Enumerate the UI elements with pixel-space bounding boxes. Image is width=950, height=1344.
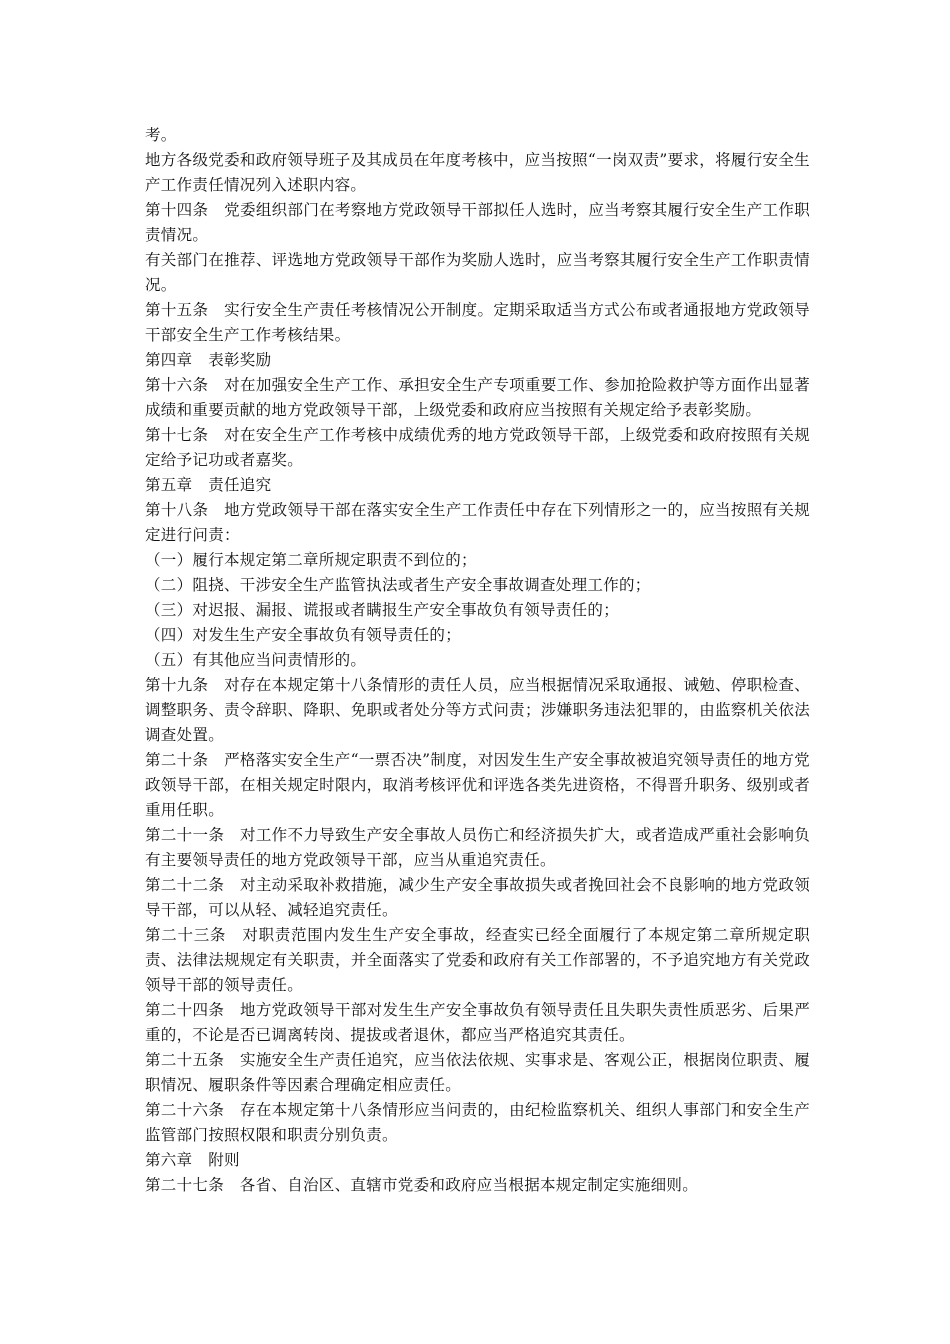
paragraph-award-candidates: 有关部门在推荐、评选地方党政领导干部作为奖励人选时，应当考察其履行安全生产工作职责情况。 — [145, 251, 810, 294]
article-25: 第二十五条 实施安全生产责任追究，应当依法依规、实事求是、客观公正，根据岗位职责、履职情况、履职条件等因素合理确定相应责任。 — [145, 1051, 810, 1094]
list-item-2: （二）阻挠、干涉安全生产监管执法或者生产安全事故调查处理工作的； — [145, 576, 651, 594]
chapter-5-heading: 第五章 责任追究 — [145, 476, 272, 494]
paragraph-annual-review: 地方各级党委和政府领导班子及其成员在年度考核中，应当按照“一岗双责”要求，将履行安全生产工作责任情况列入述职内容。 — [145, 151, 810, 194]
paragraph-continuation: 考。 — [145, 126, 177, 144]
article-24: 第二十四条 地方党政领导干部对发生生产安全事故负有领导责任且失职失责性质恶劣、后果严重的，不论是否已调离转岗、提拔或者退休，都应当严格追究其责任。 — [145, 1001, 810, 1044]
article-15: 第十五条 实行安全生产责任考核情况公开制度。定期采取适当方式公布或者通报地方党政领导干部安全生产工作考核结果。 — [145, 301, 810, 344]
article-27: 第二十七条 各省、自治区、直辖市党委和政府应当根据本规定制定实施细则。 — [145, 1176, 699, 1194]
document-body — [145, 123, 810, 1198]
chapter-4-heading: 第四章 表彰奖励 — [145, 351, 272, 369]
article-22: 第二十二条 对主动采取补救措施，减少生产安全事故损失或者挽回社会不良影响的地方党政领导干部，可以从轻、减轻追究责任。 — [145, 876, 810, 919]
article-23: 第二十三条 对职责范围内发生生产安全事故，经查实已经全面履行了本规定第二章所规定职责、法律法规规定有关职责，并全面落实了党委和政府有关工作部署的，不予追究地方有关党政领导干部的领导责任。 — [145, 926, 810, 994]
chapter-6-heading: 第六章 附则 — [145, 1151, 240, 1169]
article-21: 第二十一条 对工作不力导致生产安全事故人员伤亡和经济损失扩大，或者造成严重社会影响负有主要领导责任的地方党政领导干部，应当从重追究责任。 — [145, 826, 810, 869]
list-item-4: （四）对发生生产安全事故负有领导责任的； — [145, 626, 462, 644]
article-19: 第十九条 对存在本规定第十八条情形的责任人员，应当根据情况采取通报、诫勉、停职检查、调整职务、责令辞职、降职、免职或者处分等方式问责；涉嫌职务违法犯罪的，由监察机关依法调查处置。 — [145, 676, 810, 744]
list-item-3: （三）对迟报、漏报、谎报或者瞒报生产安全事故负有领导责任的； — [145, 601, 620, 619]
article-17: 第十七条 对在安全生产工作考核中成绩优秀的地方党政领导干部，上级党委和政府按照有关规定给予记功或者嘉奖。 — [145, 426, 810, 469]
article-18: 第十八条 地方党政领导干部在落实安全生产工作责任中存在下列情形之一的，应当按照有关规定进行问责： — [145, 501, 810, 544]
article-26: 第二十六条 存在本规定第十八条情形应当问责的，由纪检监察机关、组织人事部门和安全生产监管部门按照权限和职责分别负责。 — [145, 1101, 810, 1144]
list-item-5: （五）有其他应当问责情形的。 — [145, 651, 367, 669]
article-14: 第十四条 党委组织部门在考察地方党政领导干部拟任人选时，应当考察其履行安全生产工作职责情况。 — [145, 201, 810, 244]
article-16: 第十六条 对在加强安全生产工作、承担安全生产专项重要工作、参加抢险救护等方面作出显著成绩和重要贡献的地方党政领导干部，上级党委和政府应当按照有关规定给予表彰奖励。 — [145, 376, 810, 419]
list-item-1: （一）履行本规定第二章所规定职责不到位的； — [145, 551, 477, 569]
article-20: 第二十条 严格落实安全生产“一票否决”制度，对因发生生产安全事故被追究领导责任的地方党政领导干部，在相关规定时限内，取消考核评优和评选各类先进资格，不得晋升职务、级别或者重用任职。 — [145, 751, 810, 819]
